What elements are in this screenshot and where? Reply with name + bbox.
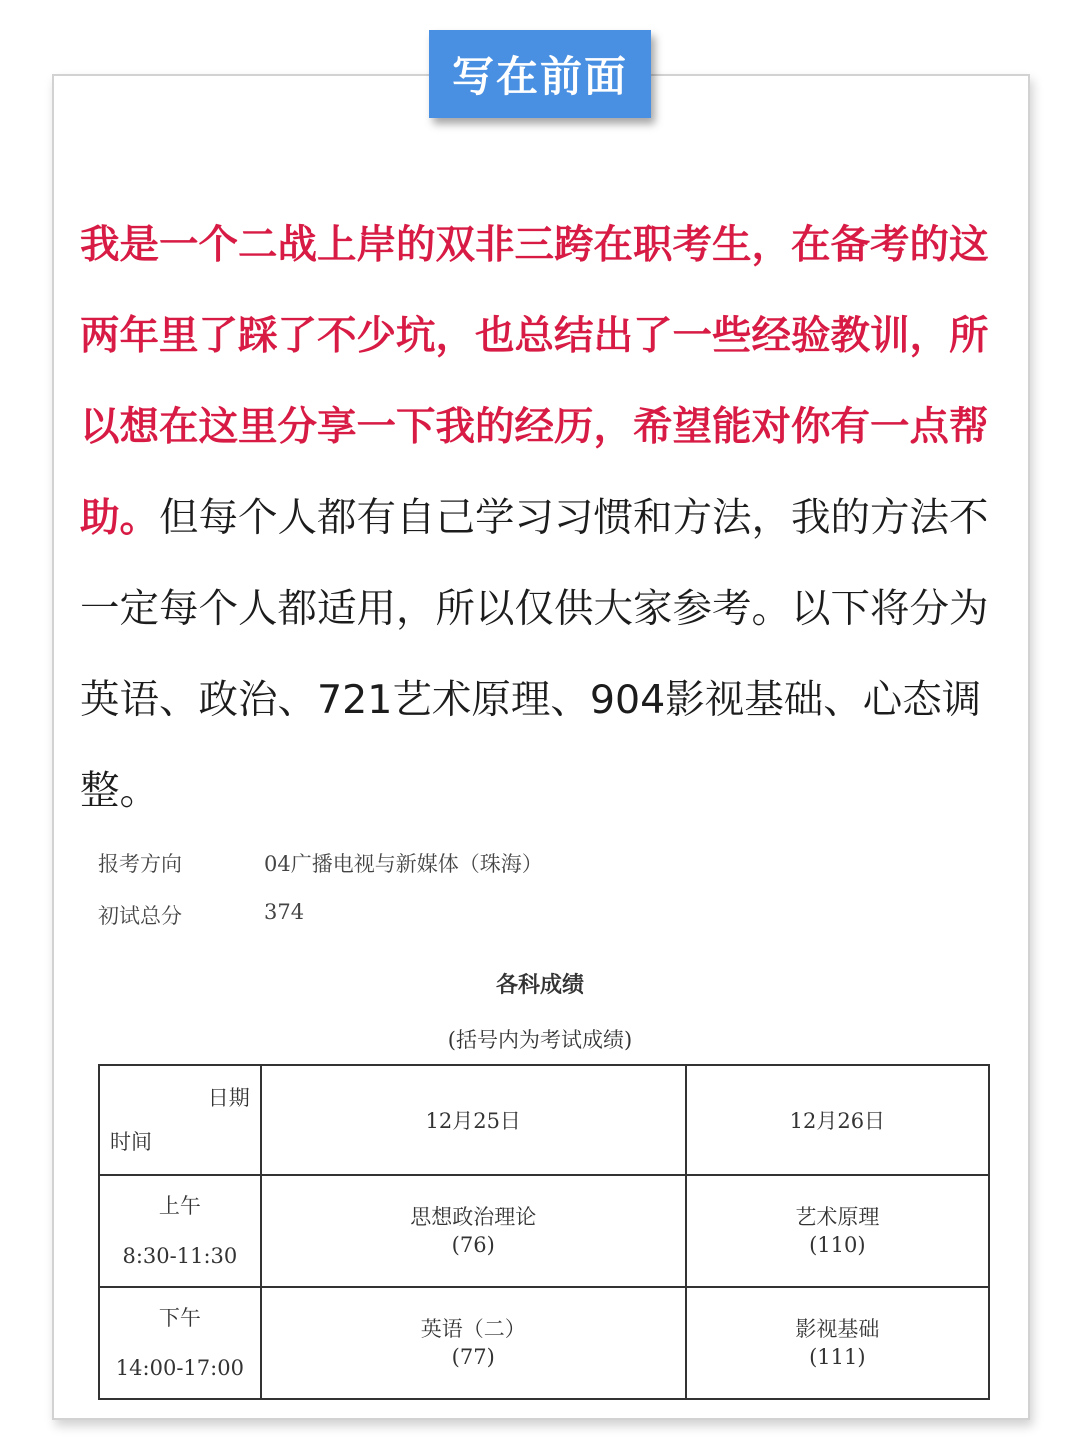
slot-time: 14:00-17:00 — [115, 1356, 244, 1380]
subject-name: 影视基础 — [795, 1317, 880, 1341]
time-slot-cell — [99, 1287, 261, 1399]
subject-cell — [261, 1287, 686, 1399]
subject-name: 英语（二） — [420, 1317, 526, 1341]
subject-cell — [686, 1175, 989, 1287]
time-slot-cell — [99, 1175, 261, 1287]
table-row — [99, 1175, 989, 1287]
corner-date-label: 日期 — [207, 1086, 250, 1110]
scores-heading: 各科成绩 — [495, 972, 584, 998]
subject-score: (111) — [809, 1345, 866, 1369]
subject-score: (110) — [809, 1233, 866, 1257]
date-header-cell: 12月26日 — [686, 1065, 989, 1175]
intro-paragraph — [80, 200, 1000, 837]
subject-name: 艺术原理 — [795, 1205, 880, 1229]
corner-time-label: 时间 — [110, 1130, 152, 1154]
intro-normal-text: 但每个人都有自己学习习惯和方法，我的方法不一定每个人都适用，所以仅供大家参考。以下将分为英语、政治、721艺术原理、904影视基础、心态调整。 — [80, 495, 989, 814]
table-row — [99, 1287, 989, 1399]
subject-cell — [686, 1287, 989, 1399]
slot-time: 8:30-11:30 — [122, 1244, 238, 1268]
section-title-badge: 写在前面 — [429, 30, 651, 118]
subject-cell — [261, 1175, 686, 1287]
intro-highlight-text: 我是一个二战上岸的双非三跨在职考生，在备考的这两年里了踩了不少坑，也总结出了一些经验教训，所以想在这里分享一下我的经历，希望能对你有一点帮助。 — [80, 222, 989, 541]
table-header-row — [99, 1065, 989, 1175]
exam-schedule-table — [98, 1064, 990, 1400]
total-score-label: 初试总分 — [98, 904, 182, 928]
subject-score: (77) — [451, 1345, 495, 1369]
date-header-cell: 12月25日 — [261, 1065, 686, 1175]
table-corner-cell — [99, 1065, 261, 1175]
slot-name: 下午 — [158, 1306, 201, 1330]
direction-label: 报考方向 — [98, 852, 182, 876]
direction-value: 04广播电视与新媒体（珠海） — [264, 852, 543, 876]
subject-name: 思想政治理论 — [410, 1205, 537, 1229]
total-score-value: 374 — [264, 900, 305, 924]
slot-name: 上午 — [158, 1194, 201, 1218]
subject-score: (76) — [451, 1233, 495, 1257]
scores-note: (括号内为考试成绩) — [447, 1028, 633, 1052]
